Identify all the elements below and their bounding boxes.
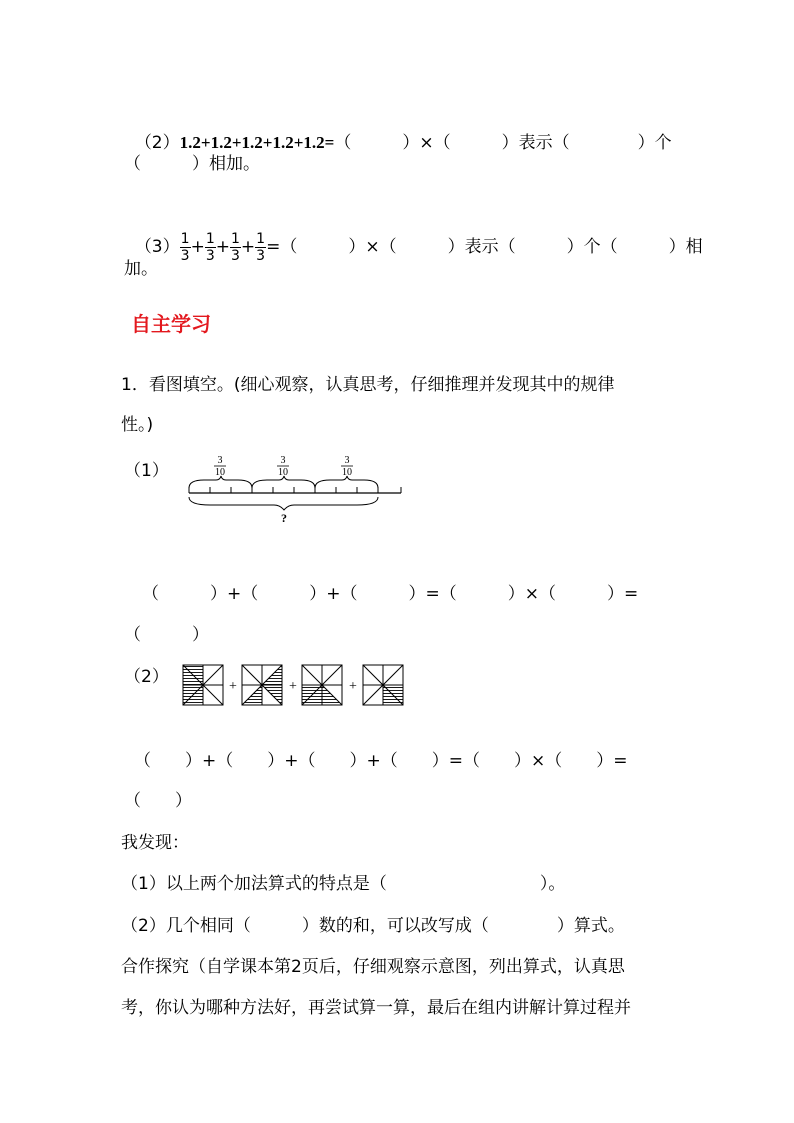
question-2-expression: 1.2+1.2+1.2+1.2+1.2=	[179, 133, 335, 152]
question-3-line	[124, 190, 703, 266]
fraction-one-third: $\frac{1}{3}$	[230, 230, 240, 264]
cooperation-line-2: 考，你认为哪种方法好，再尝试算一算，最后在组内讲解计算过程并	[121, 998, 631, 1018]
plus-sign: +	[240, 237, 256, 257]
part-1-label: （1）	[124, 461, 169, 481]
question-2-continuation: （ ）相加。	[124, 154, 260, 174]
svg-text:3: 3	[217, 455, 223, 466]
discovery-title: 我发现：	[121, 833, 189, 853]
upper-brace	[189, 476, 252, 488]
discovery-item-1: （1）以上两个加法算式的特点是（ ）。	[121, 874, 566, 894]
segment-label	[214, 455, 226, 478]
square-figure	[242, 665, 282, 705]
lower-brace	[189, 497, 378, 510]
section-heading: 自主学习	[131, 312, 211, 336]
question-2-prefix: （2）	[134, 133, 180, 153]
square-figure	[183, 665, 223, 705]
part-2-equation-line-2: （ ）	[124, 791, 192, 811]
question-2-line	[124, 108, 672, 153]
svg-text:3: 3	[280, 455, 286, 466]
square-figure	[302, 665, 342, 705]
plus-sign: +	[289, 679, 297, 694]
square-figure	[363, 665, 403, 705]
fraction-one-third: $\frac{1}{3}$	[180, 230, 190, 264]
part-1-equation-line-1: （ ）+（ ）+（ ）=（ ）×（ ）=	[142, 584, 639, 604]
part-1-equation-line-2: （ ）	[124, 625, 209, 645]
discovery-item-2: （2）几个相同（ ）数的和，可以改写成（ ）算式。	[121, 916, 625, 936]
total-label: ?	[281, 511, 287, 525]
task-1-line-2: 性。)	[121, 415, 154, 435]
question-3-continuation: 加。	[124, 259, 158, 279]
cooperation-line-1: 合作探究（自学课本第2页后，仔细观察示意图，列出算式，认真思	[121, 957, 625, 977]
fraction-one-third: $\frac{1}{3}$	[205, 230, 215, 264]
tick-marks	[189, 487, 401, 493]
question-3-blanks: （ ）×（ ）表示（ ）个（ ）相	[280, 237, 703, 257]
segment-label	[341, 455, 353, 478]
number-line-diagram	[180, 450, 410, 530]
svg-text:10: 10	[342, 467, 352, 478]
part-2-equation-line-1: （ ）+（ ）+（ ）+（ ）=（ ）×（ ）=	[134, 751, 628, 771]
svg-text:10: 10	[278, 467, 288, 478]
equals-sign: =	[266, 237, 281, 257]
segment-label	[277, 455, 289, 478]
shaded-squares-diagram	[180, 662, 410, 708]
part-2-label: （2）	[124, 667, 169, 687]
plus-sign: +	[349, 679, 357, 694]
fraction-one-third: $\frac{1}{3}$	[256, 230, 266, 264]
question-2-blanks: （ ）×（ ）表示（ ）个	[334, 133, 672, 153]
upper-brace	[315, 476, 378, 488]
question-3-prefix: （3）	[134, 237, 180, 257]
plus-sign: +	[190, 237, 205, 257]
upper-brace	[252, 476, 315, 488]
task-1-line-1: 1．看图填空。(细心观察，认真思考，仔细推理并发现其中的规律	[121, 375, 615, 395]
plus-sign: +	[215, 237, 230, 257]
plus-sign: +	[229, 679, 237, 694]
svg-text:10: 10	[215, 467, 225, 478]
svg-text:3: 3	[344, 455, 350, 466]
